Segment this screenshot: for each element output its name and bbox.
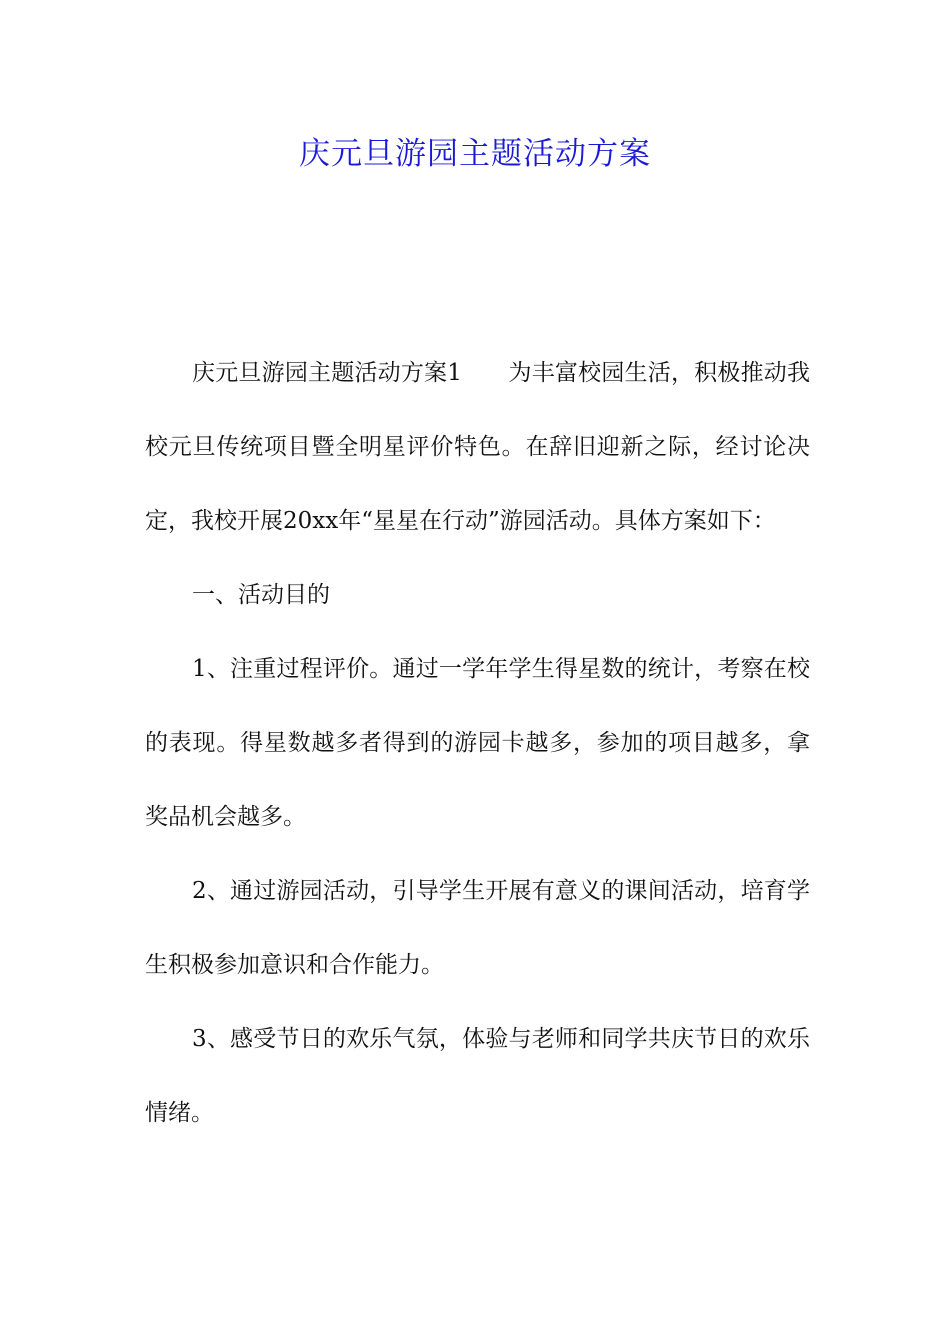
section-heading-purpose: 一、活动目的 bbox=[192, 582, 330, 608]
paragraph-intro: 庆元旦游园主题活动方案1 为丰富校园生活，积极推动我校元旦传统项目暨全明星评价特色。在辞旧迎新之际，经讨论决定，我校开展20xx年“星星在行动”游园活动。具体方案如下： bbox=[145, 360, 810, 534]
paragraph-item-2: 2、通过游园活动，引导学生开展有意义的课间活动，培育学生积极参加意识和合作能力。 bbox=[145, 878, 810, 978]
document-title: 庆元旦游园主题活动方案 bbox=[299, 136, 651, 172]
paragraph-item-3: 3、感受节日的欢乐气氛，体验与老师和同学共庆节日的欢乐情绪。 bbox=[145, 1026, 810, 1126]
paragraph-item-1: 1、注重过程评价。通过一学年学生得星数的统计，考察在校的表现。得星数越多者得到的游园卡越多，参加的项目越多，拿奖品机会越多。 bbox=[145, 656, 810, 830]
document-body bbox=[145, 336, 810, 1150]
